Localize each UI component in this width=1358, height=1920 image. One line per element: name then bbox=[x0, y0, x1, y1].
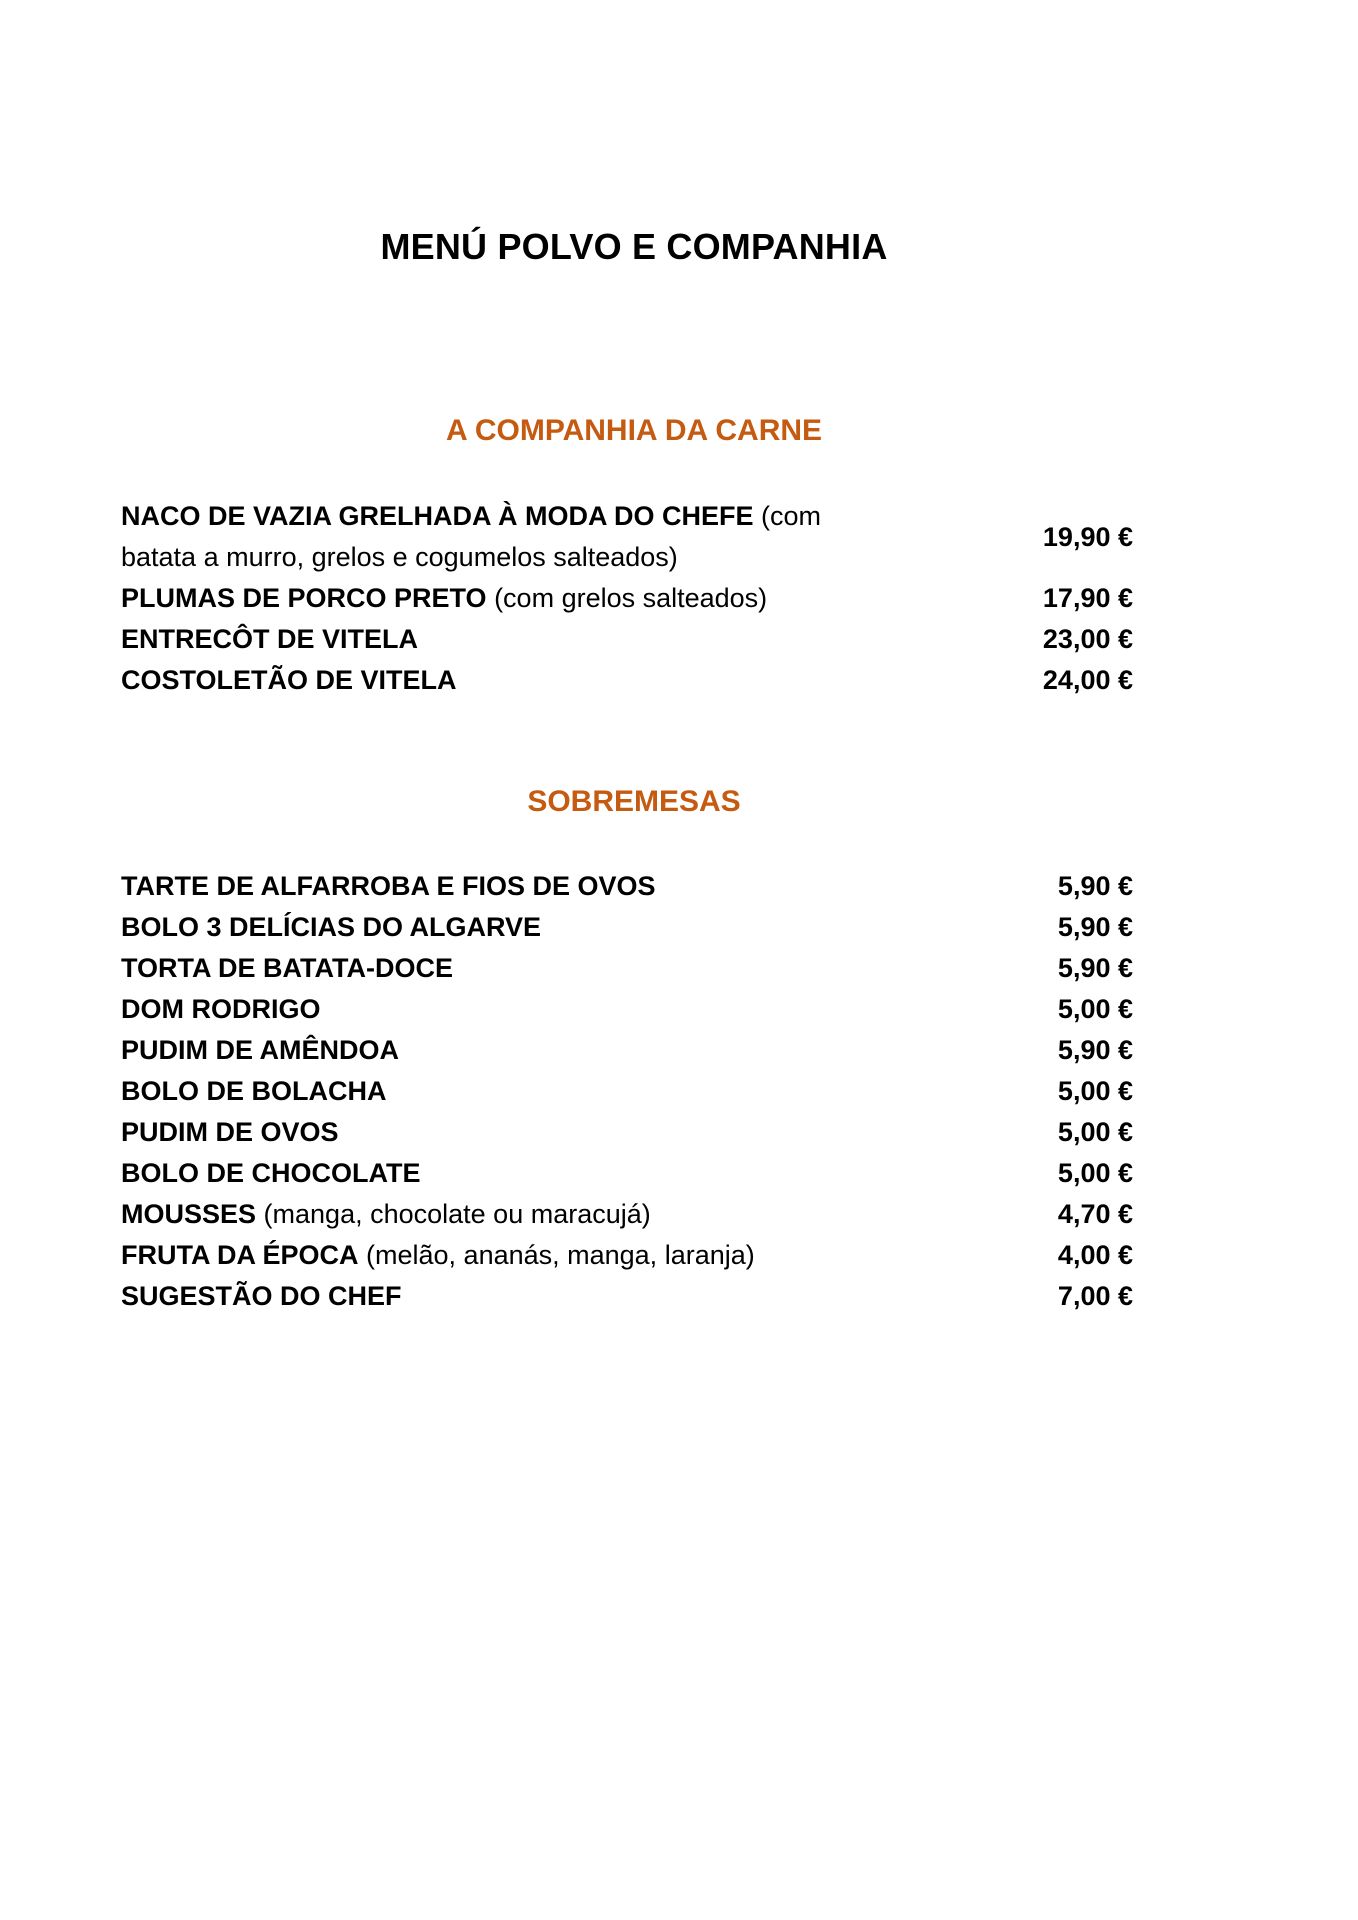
menu-item bbox=[121, 1112, 1133, 1153]
menu-item-name: PUDIM DE AMÊNDOA bbox=[121, 1035, 400, 1065]
menu-item-text bbox=[121, 1071, 841, 1112]
menu-item-text bbox=[121, 619, 841, 660]
menu-item-text bbox=[121, 578, 841, 619]
menu-item-price: 5,90 € bbox=[1057, 953, 1133, 983]
menu-item-text bbox=[121, 989, 841, 1030]
menu-item-name: SUGESTÃO DO CHEF bbox=[121, 1281, 402, 1311]
menu-item-text bbox=[121, 948, 841, 989]
menu-item-name: TORTA DE BATATA-DOCE bbox=[121, 953, 453, 983]
menu-item-price: 17,90 € bbox=[1042, 583, 1133, 613]
menu-item bbox=[121, 1071, 1133, 1112]
section-title-carne: A COMPANHIA DA CARNE bbox=[445, 414, 823, 447]
menu-item-price: 24,00 € bbox=[1042, 665, 1133, 695]
menu-item-price: 4,00 € bbox=[1057, 1240, 1133, 1270]
menu-item-price: 5,90 € bbox=[1057, 1035, 1133, 1065]
menu-item-description: (manga, chocolate ou maracujá) bbox=[263, 1199, 651, 1229]
menu-item bbox=[121, 1194, 1133, 1235]
menu-item bbox=[121, 1235, 1133, 1276]
menu-item-text bbox=[121, 1235, 841, 1276]
menu-item bbox=[121, 907, 1133, 948]
menu-item bbox=[121, 1276, 1133, 1317]
menu-item-name: FRUTA DA ÉPOCA bbox=[121, 1240, 359, 1270]
menu-item-text bbox=[121, 1030, 841, 1071]
menu-item bbox=[121, 948, 1133, 989]
menu-item-name: PLUMAS DE PORCO PRETO bbox=[121, 583, 487, 613]
menu-item-text bbox=[121, 660, 841, 701]
carne-item-list bbox=[121, 496, 1133, 701]
menu-item-price: 7,00 € bbox=[1057, 1281, 1133, 1311]
menu-item-name: TARTE DE ALFARROBA E FIOS DE OVOS bbox=[121, 871, 656, 901]
menu-item-description: (com grelos salteados) bbox=[494, 583, 768, 613]
menu-item-text bbox=[121, 1194, 841, 1235]
menu-item-text bbox=[121, 1112, 841, 1153]
menu-item bbox=[121, 1030, 1133, 1071]
menu-item-name: ENTRECÔT DE VITELA bbox=[121, 624, 419, 654]
menu-item-name: BOLO 3 DELÍCIAS DO ALGARVE bbox=[121, 912, 542, 942]
menu-item-name: MOUSSES bbox=[121, 1199, 257, 1229]
menu-item-price: 5,90 € bbox=[1057, 871, 1133, 901]
sobremesas-item-list bbox=[121, 866, 1133, 1317]
menu-item-name: DOM RODRIGO bbox=[121, 994, 321, 1024]
menu-item bbox=[121, 578, 1133, 619]
menu-item-text bbox=[121, 907, 841, 948]
menu-item bbox=[121, 866, 1133, 907]
menu-item-name: BOLO DE CHOCOLATE bbox=[121, 1158, 421, 1188]
menu-item bbox=[121, 660, 1133, 701]
menu-item-name: PUDIM DE OVOS bbox=[121, 1117, 339, 1147]
menu-item-price: 4,70 € bbox=[1057, 1199, 1133, 1229]
menu-item-description: (com batata a murro, grelos e cogumelos salteados) bbox=[121, 501, 822, 572]
menu-item-price: 5,00 € bbox=[1057, 1076, 1133, 1106]
menu-item-text bbox=[121, 866, 841, 907]
page-title: MENÚ POLVO E COMPANHIA bbox=[380, 226, 888, 267]
menu-item-price: 5,00 € bbox=[1057, 1117, 1133, 1147]
menu-item bbox=[121, 989, 1133, 1030]
menu-item-description: (melão, ananás, manga, laranja) bbox=[366, 1240, 755, 1270]
menu-item-text bbox=[121, 1276, 841, 1317]
menu-item-text bbox=[121, 496, 841, 578]
menu-item bbox=[121, 1153, 1133, 1194]
menu-item-price: 5,00 € bbox=[1057, 994, 1133, 1024]
menu-item bbox=[121, 619, 1133, 660]
menu-item bbox=[121, 496, 1133, 578]
menu-item-name: COSTOLETÃO DE VITELA bbox=[121, 665, 457, 695]
menu-item-name: BOLO DE BOLACHA bbox=[121, 1076, 387, 1106]
menu-item-text bbox=[121, 1153, 841, 1194]
menu-item-price: 5,00 € bbox=[1057, 1158, 1133, 1188]
menu-item-price: 23,00 € bbox=[1042, 624, 1133, 654]
menu-item-name: NACO DE VAZIA GRELHADA À MODA DO CHEFE bbox=[121, 501, 754, 531]
menu-item-price: 5,90 € bbox=[1057, 912, 1133, 942]
section-title-sobremesas: SOBREMESAS bbox=[527, 785, 741, 818]
menu-item-price: 19,90 € bbox=[1042, 521, 1133, 552]
